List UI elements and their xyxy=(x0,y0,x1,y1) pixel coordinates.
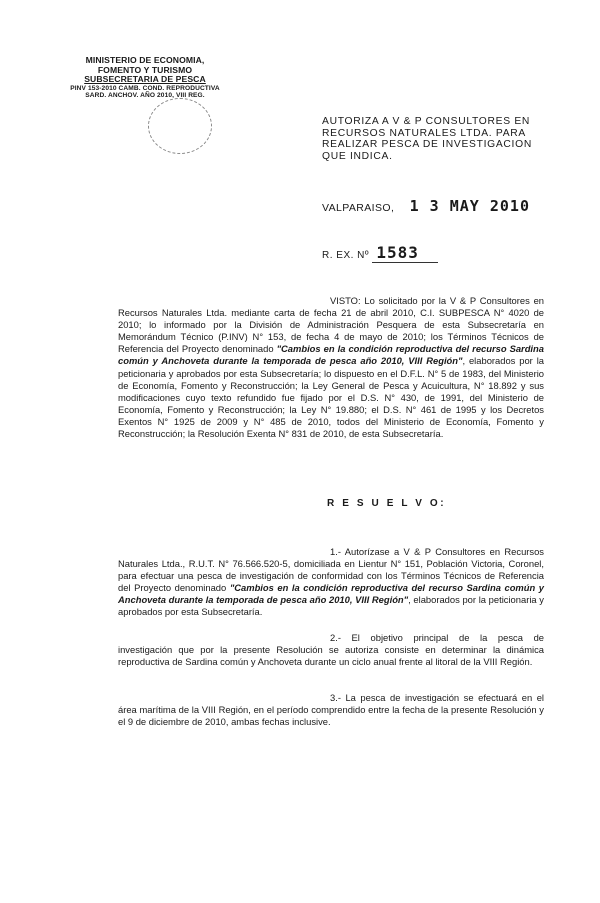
visto-text-a: Lo solicitado por la V & P Consultores en Recursos Naturales Ltda. mediante carta de fecha 21 de abril 2010, C.I. SUBPESCA N° 4020 de 2010; lo informado por la División de Administración Pesquera de esta Subsecretaría en Memorándum Técnico (P.INV) N° 153, de fecha 4 de mayo de 2010; los Términos Técnicos de Referencia del Proyecto denominado xyxy=(118,295,544,355)
resuelvo-heading: R E S U E L V O: xyxy=(327,498,447,509)
visto-paragraph xyxy=(118,295,544,440)
resolution-item-2: 2.- El objetivo principal de la pesca de investigación que por la presente Resolución se autoriza consiste en determinar la dinámica reproductiva de Sardina común y Anchoveta durante un ciclo anual frente al litoral de la VIII Región. xyxy=(118,632,544,668)
resolution-subject: AUTORIZA A V & P CONSULTORES EN RECURSOS NATURALES LTDA. PARA REALIZAR PESCA DE INVESTIGACION QUE INDICA. xyxy=(322,116,532,162)
ministry-name: MINISTERIO DE ECONOMIA, xyxy=(85,55,205,65)
official-stamp xyxy=(148,98,212,154)
place-date-line xyxy=(322,197,530,215)
resolution-number: 1583 xyxy=(376,243,419,262)
item-1-project-title: "Cambios en la condición reproductiva del recurso Sardina común y Anchoveta durante la temporada de pesca año 2010, VIII Región" xyxy=(118,582,544,606)
city: VALPARAISO, xyxy=(322,202,395,214)
subsecretary-name: SUBSECRETARIA DE PESCA xyxy=(84,74,206,85)
resolution-item-3: 3.- La pesca de investigación se efectuará en el área marítima de la VIII Región, en el período comprendido entre la fecha de la presente Resolución y el 9 de diciembre de 2010, ambas fechas inclusive. xyxy=(118,692,544,728)
ministry-name-2: FOMENTO Y TURISMO xyxy=(97,64,193,75)
visto-text-b: , elaborados por la peticionaria y aprobados por esta Subsecretaría; lo dispuesto en el D.F.L. N° 5 de 1983, del Ministerio de Economía, Fomento y Reconstrucción; la Ley General de Pesca y Acuicultura, N° 18.892 y sus modificaciones cuyo texto refundido fue fijado por el D.S. N° 430, de 1991, del Ministerio de Economía, Fomento y Reconstrucción; la Ley N° 19.880; el D.S. N° 461 de 1995 y los Decretos Exentos N° 1925 de 2009 y N° 485 de 2010, todos del Ministerio de Economía, Fomento y Reconstrucción; la Resolución Exenta N° 831 de 2010, de esta Subsecretaría. xyxy=(118,355,545,440)
issue-date: 1 3 MAY 2010 xyxy=(409,197,530,215)
file-reference-1: PINV 153-2010 CAMB. COND. REPRODUCTIVA xyxy=(70,84,220,92)
visto-project-title: "Cambios en la condición reproductiva del recurso Sardina común y Anchoveta durante la temporada de pesca año 2010, VIII Región" xyxy=(118,343,544,367)
item-1-text-a: 1.- Autorízase a V & P Consultores en Recursos Naturales Ltda., R.U.T. N° 76.566.520-5, domiciliada en Lientur N° 151, Población Victoria, Coronel, para efectuar una pesca de investigación de conformidad con los Términos Técnicos de Referencia del Proyecto denominado xyxy=(118,546,544,594)
resolution-label: R. EX. Nº xyxy=(322,250,370,261)
item-1-text-b: , elaborados por la peticionaria y aprobados por esta Subsecretaría. xyxy=(118,594,544,618)
visto-label: VISTO: xyxy=(330,295,361,306)
file-reference-2: SARD. ANCHOV. AÑO 2010, VIII REG. xyxy=(85,92,205,100)
resolution-number-line xyxy=(322,243,438,263)
letterhead xyxy=(50,56,240,100)
resolution-item-1 xyxy=(118,546,544,619)
